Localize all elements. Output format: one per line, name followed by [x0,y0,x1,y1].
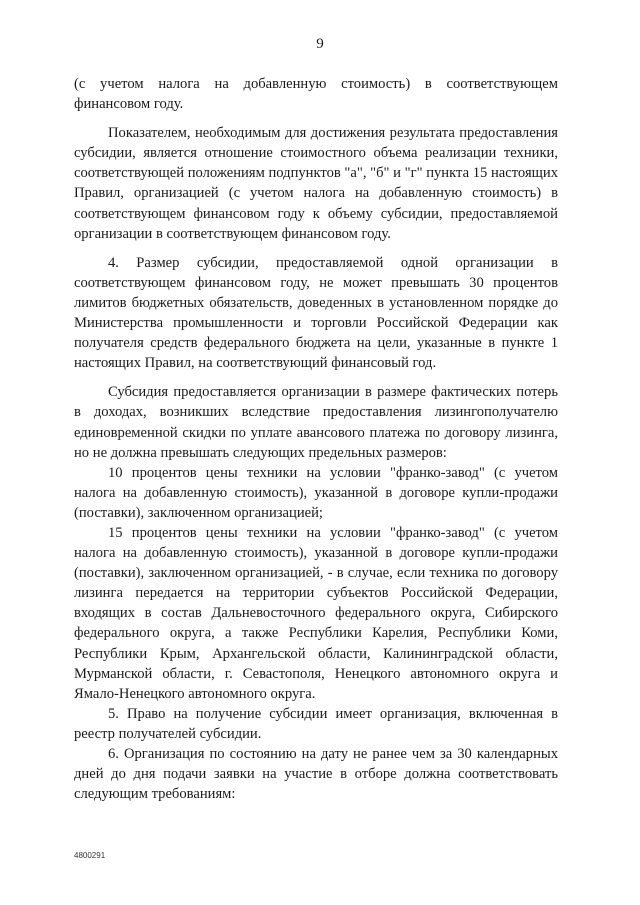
document-code: 4800291 [74,851,106,860]
paragraph-limit-15-percent: 15 процентов цены техники на условии "франко-завод" (с учетом налога на добавленную стоимость), указанной в договоре купли-продажи (поставки), заключенном организацией, - в случае, если техника по договору лизинга передается на территории субъектов Российской Федерации, входящих в состав Дальневосточного федерального округа, Сибирского федерального округа, а также Республики Карелия, Республики Коми, Республики Крым, Архангельской области, Калининградской области, Мурманской области, г. Севастополя, Ненецкого автономного округа и Ямало-Ненецкого автономного округа. [74,524,558,702]
paragraph-limit-10-percent: 10 процентов цены техники на условии "франко-завод" (с учетом налога на добавленную стоимость), указанной в договоре купли-продажи (поставки), заключенном организацией; [74,464,558,521]
paragraph-clause-5: 5. Право на получение субсидии имеет организация, включенная в реестр получателей субсидии. [74,705,558,742]
paragraph-clause-4: 4. Размер субсидии, предоставляемой одной организации в соответствующем финансовом году, не может превышать 30 процентов лимитов бюджетных обязательств, доведенных в установленном порядке до Министерства промышленности и торговли Российской Федерации как получателя средств федерального бюджета на цели, указанные в пункте 1 настоящих Правил, на соответствующий финансовый год. [74,254,558,372]
paragraph-continuation: (с учетом налога на добавленную стоимость) в соответствующем финансовом году. [74,76,558,113]
document-body [74,74,558,804]
paragraph-indicator: Показателем, необходимым для достижения результата предоставления субсидии, является отношение стоимостного объема реализации техники, соответствующей положениям подпунктов "а", "б" и "г" пункта 15 настоящих Правил, организацией (с учетом налога на добавленную стоимость) в соответствующем финансовом году к объему субсидии, предоставляемой организации в соответствующем финансовом году. [74,125,558,242]
paragraph-subsidy-limits: Субсидия предоставляется организации в размере фактических потерь в доходах, возникших вследствие предоставления лизингополучателю единовременной скидки по уплате авансового платежа по договору лизинга, но не должна превышать следующих предельных размеров: [74,384,558,461]
paragraph-clause-6: 6. Организация по состоянию на дату не ранее чем за 30 календарных дней до дня подачи заявки на участие в отборе должна соответствовать следующим требованиям: [74,746,558,803]
page-number: 9 [316,36,324,52]
